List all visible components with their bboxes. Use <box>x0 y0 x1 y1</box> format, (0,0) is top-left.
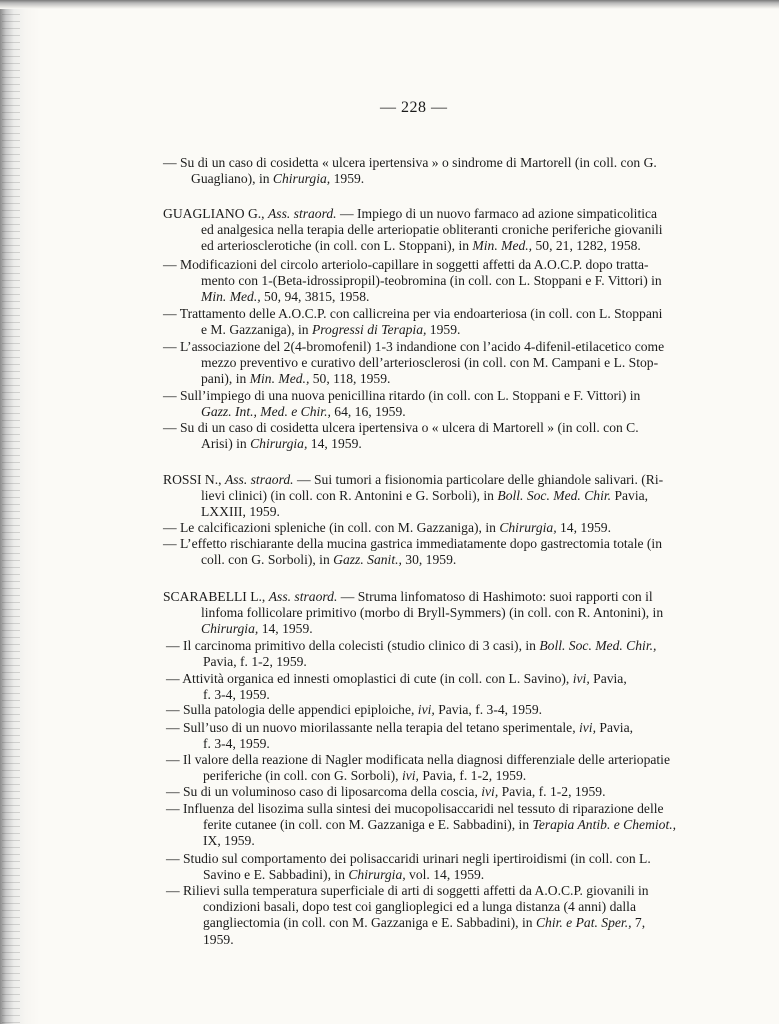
entry-first-line: — L’associazione del 2(4-bromofenil) 1-3 indandione con l’acido 4-difenil-etilacetico come <box>163 339 665 354</box>
entry-first-line: — Influenza del lisozima sulla sintesi dei mucopolisaccaridi nel tessuto di riparazione delle <box>166 801 664 816</box>
entry-continuation-line: Chirurgia, 14, 1959. <box>201 621 313 637</box>
entry-continuation-line: ed arteriosclerotiche (in coll. con L. Stoppani), in Min. Med., 50, 21, 1282, 1958. <box>201 238 641 254</box>
entry-continuation-line: IX, 1959. <box>203 833 255 849</box>
entry-continuation-line: mento con 1-(Beta-idrossipropil)-teobromina (in coll. con L. Stoppani e F. Vittori) in <box>201 273 662 289</box>
entry-continuation-line: Min. Med., 50, 94, 3815, 1958. <box>201 289 370 305</box>
entry-continuation-line: mezzo preventivo e curativo dell’arteriosclerosi (in coll. con M. Campani e L. Stop- <box>201 355 659 371</box>
entry-continuation-line: Gazz. Int., Med. e Chir., 64, 16, 1959. <box>201 404 406 420</box>
entry-continuation-line: Guagliano), in Chirurgia, 1959. <box>191 171 365 187</box>
entry-continuation-line: coll. con G. Sorboli), in Gazz. Sanit., 30, 1959. <box>201 552 457 568</box>
entry-continuation-line: lievi clinici) (in coll. con R. Antonini e G. Sorboli), in Boll. Soc. Med. Chir. Pavia, <box>201 488 649 504</box>
entry-continuation-line: linfoma follicolare primitivo (morbo di Bryll-Symmers) (in coll. con R. Antonini), in <box>201 605 664 621</box>
entry-first-line: — Studio sul comportamento dei polisaccaridi urinari negli ipertiroidismi (in coll. con L. <box>166 851 651 866</box>
entry-continuation-line: Arisi) in Chirurgia, 14, 1959. <box>201 436 362 452</box>
entry-first-line: — Sull’impiego di una nuova penicillina ritardo (in coll. con L. Stoppani e F. Vittori) in <box>163 388 641 403</box>
entry-continuation-line: f. 3-4, 1959. <box>203 687 270 703</box>
entry-continuation-line: pani), in Min. Med., 50, 118, 1959. <box>201 371 391 387</box>
entry-first-line: — Rilievi sulla temperatura superficiale di arti di soggetti affetti da A.O.C.P. giovanili in <box>166 883 649 898</box>
page-number: — 228 — <box>380 99 448 116</box>
entry-continuation-line: 1959. <box>203 931 234 947</box>
entry-continuation-line: Savino e E. Sabbadini), in Chirurgia, vol. 14, 1959. <box>203 867 485 883</box>
entry-first-line: — Il carcinoma primitivo della colecisti (studio clinico di 3 casi), in Boll. Soc. Med. Chir., <box>166 638 657 653</box>
entry-first-line: — Il valore della reazione di Nagler modificata nella diagnosi differenziale delle arteriopatie <box>166 752 670 767</box>
entry-first-line: ROSSI N., Ass. straord. — Sui tumori a fisionomia particolare delle ghiandole salivari. (Ri- <box>163 472 664 487</box>
page-binding-edge <box>0 0 40 1024</box>
entry-first-line: — Sulla patologia delle appendici epiploiche, ivi, Pavia, f. 3-4, 1959. <box>166 702 543 717</box>
entry-first-line: — Su di un voluminoso caso di liposarcoma della coscia, ivi, Pavia, f. 1-2, 1959. <box>166 784 606 799</box>
entry-continuation-line: Pavia, f. 1-2, 1959. <box>203 654 307 670</box>
entry-continuation-line: e M. Gazzaniga), in Progressi di Terapia, 1959. <box>201 322 461 338</box>
entry-continuation-line: gangliectomia (in coll. con M. Gazzaniga e E. Sabbadini), in Chir. e Pat. Sper., 7, <box>203 915 646 931</box>
entry-first-line: — Le calcificazioni spleniche (in coll. con M. Gazzaniga), in Chirurgia, 14, 1959. <box>163 520 611 535</box>
entry-first-line: GUAGLIANO G., Ass. straord. — Impiego di un nuovo farmaco ad azione simpaticolitica <box>163 206 658 221</box>
page-top-edge <box>0 0 779 9</box>
entry-first-line: — Su di un caso di cosidetta « ulcera ipertensiva » o sindrome di Martorell (in coll. con G. <box>163 155 657 170</box>
entry-first-line: — L’effetto rischiarante della mucina gastrica immediatamente dopo gastrectomia totale (in <box>163 536 663 551</box>
entry-first-line: — Sull’uso di un nuovo miorilassante nella terapia del tetano sperimentale, ivi, Pavia, <box>166 720 633 735</box>
entry-first-line: — Modificazioni del circolo arteriolo-capillare in soggetti affetti da A.O.C.P. dopo tratta- <box>163 257 649 272</box>
entry-continuation-line: LXXIII, 1959. <box>201 504 280 520</box>
entry-first-line: SCARABELLI L., Ass. straord. — Struma linfomatoso di Hashimoto: suoi rapporti con il <box>163 589 653 604</box>
entry-first-line: — Su di un caso di cosidetta ulcera ipertensiva o « ulcera di Martorell » (in coll. con C. <box>163 420 639 435</box>
entry-continuation-line: f. 3-4, 1959. <box>203 736 270 752</box>
entry-continuation-line: ed analgesica nella terapia delle arteriopatie obliteranti croniche periferiche giovanili <box>201 222 663 238</box>
entry-continuation-line: periferiche (in coll. con G. Sorboli), ivi, Pavia, f. 1-2, 1959. <box>203 768 527 784</box>
entry-first-line: — Attività organica ed innesti omoplastici di cute (in coll. con L. Savino), ivi, Pavia, <box>166 671 627 686</box>
entry-continuation-line: ferite cutanee (in coll. con M. Gazzaniga e E. Sabbadini), in Terapia Antib. e Chemiot., <box>203 817 677 833</box>
entry-first-line: — Trattamento delle A.O.C.P. con callicreina per via endoarteriosa (in coll. con L. Stoppani <box>163 306 663 321</box>
entry-continuation-line: condizioni basali, dopo test coi ganglioplegici ed a lunga distanza (4 anni) dalla <box>203 899 636 915</box>
